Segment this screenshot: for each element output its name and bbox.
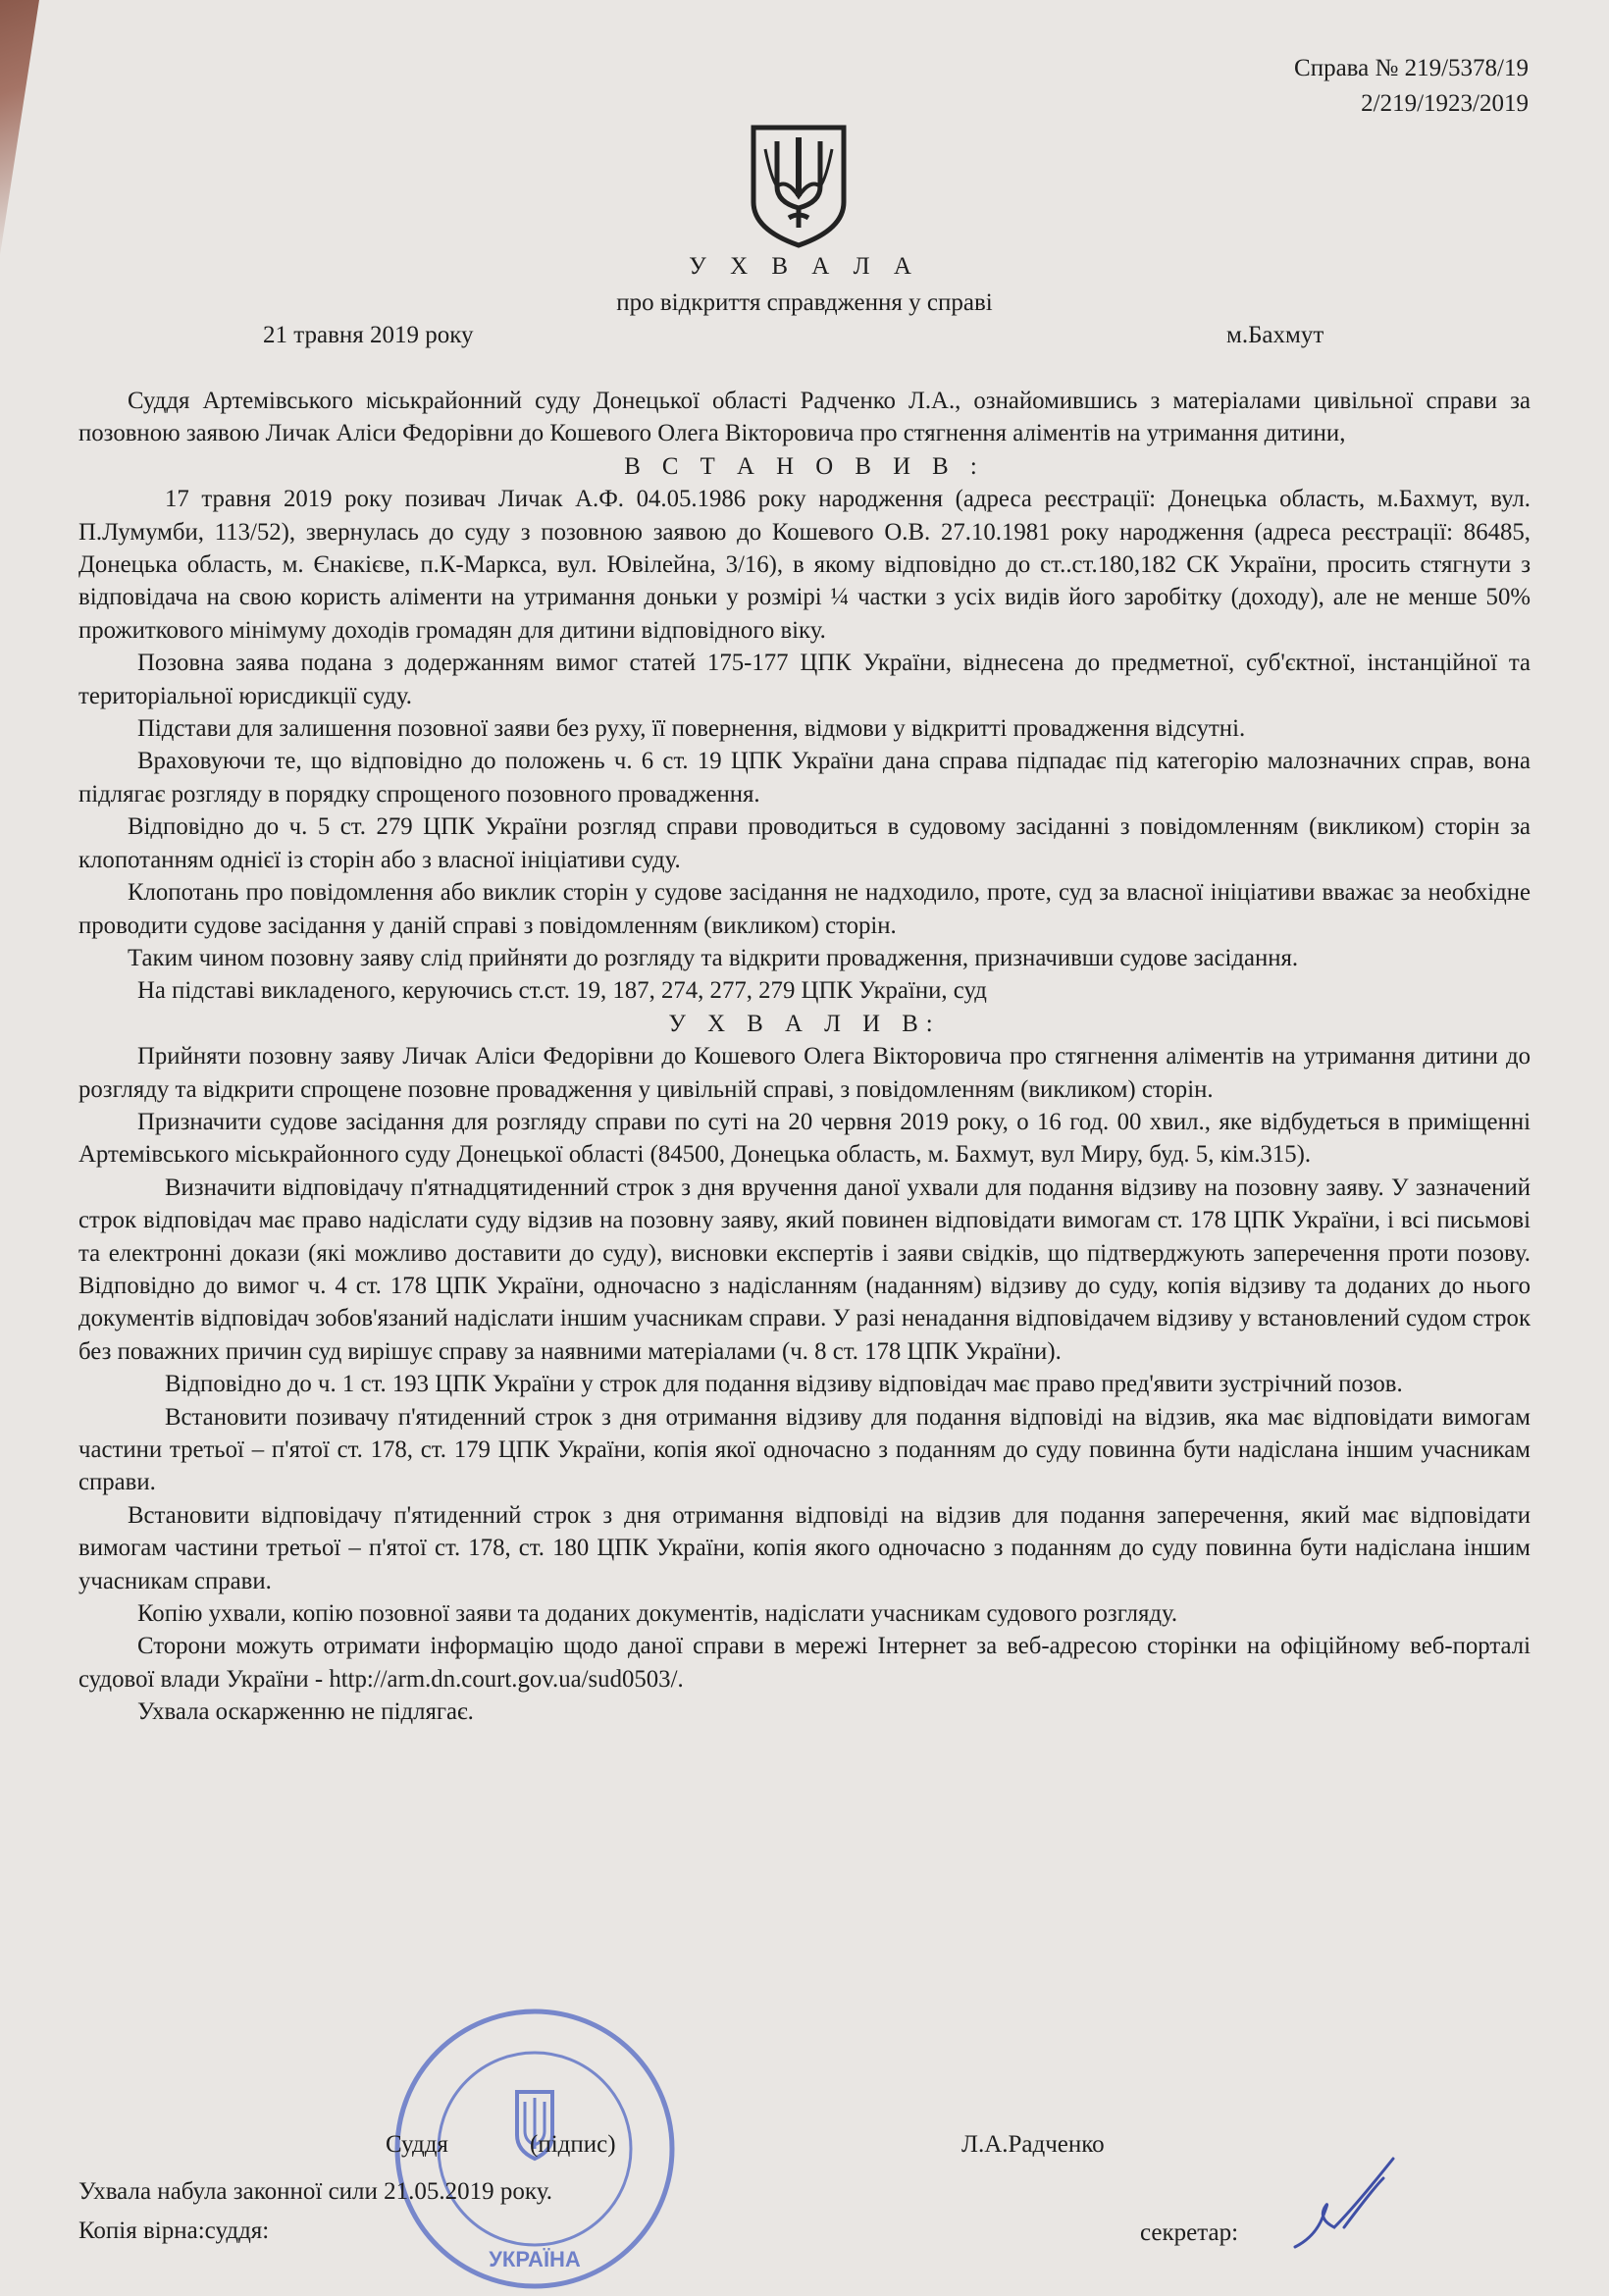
- paragraph-3: Підстави для залишення позовної заяви без руху, її повернення, відмови у відкритті провадження відсутні.: [137, 715, 1246, 743]
- document-subtitle: про відкриття справдження у справі: [616, 289, 993, 316]
- ruling-3: Визначити відповідачу п'ятнадцятиденний строк з дня вручення даної ухвали для подання відзиву на позовну заяву. У зазначений строк відповідач має право надіслати суду відзив на позовну заяву, який повинен відповідати вимогам ст. 178 ЦПК України, і всі письмові та електронні докази (які можливо доставити до суду), висновки експертів і заяви свідків, що підтверджують заперечення проти позову. Відповідно до вимог ч. 4 ст. 178 ЦПК України, одночасно з надісланням (наданням) відзиву до суду, копія відзиву та доданих до нього документів відповідач зобов'язаний надіслати іншим учасникам справи. У разі ненадання відповідачем відзиву у встановлений судом строк без поважних причин суд вирішує справу за наявними матеріалами (ч. 8 ст. 178 ЦПК України).: [78, 1174, 1531, 1365]
- document-date: 21 травня 2019 року: [263, 322, 474, 348]
- case-number-line2: 2/219/1923/2019: [1361, 90, 1529, 117]
- ruling-5: Встановити позивачу п'ятиденний строк з дня отримання відзиву для подання відповіді на відзив, яка має відповідати вимогам частини третьої – п'ятої ст. 178, ст. 179 ЦПК України, копія якої одночасно з поданням до суду повинна бути надіслана іншим учасникам справи.: [78, 1403, 1531, 1496]
- ruling-2: Призначити судове засідання для розгляду справи по суті на 20 червня 2019 року, о 16 год. 00 хвил., яке відбудеться в приміщенні Артемівського міськрайонного суду Донецької області (84500, Донецька область, м. Бахмут, вул Миру, буд. 5, кім.315).: [78, 1108, 1531, 1169]
- paragraph-1: 17 травня 2019 року позивач Личак А.Ф. 04.05.1986 року народження (адреса реєстрації: Донецька область, м.Бахмут, вул. П.Лумумби, 113/52), звернулась до суду з позовною заявою до Кошевого О.В. 27.10.1981 року народження (адреса реєстрації: 86485, Донецька область, м. Єнакієве, п.К-Маркса, вул. Ювілейна, 3/16), в якому відповідно до ст..ст.180,182 СК України, просить стягнути з відповідача на свою користь аліменти на утримання доньки у розмірі ¼ частки з усіх видів його заробітку (доходу), але не менше 50% прожиткового мінімуму доходів громадян для дитини відповідного віку.: [78, 486, 1531, 644]
- paragraph-7: Таким чином позовну заяву слід прийняти до розгляду та відкрити провадження, призначивши судове засідання.: [128, 944, 1299, 971]
- secretary-label: секретар:: [1140, 2219, 1239, 2246]
- established-heading: В С Т А Н О В И В :: [624, 452, 985, 480]
- judge-label: Суддя: [386, 2131, 448, 2158]
- judge-name: Л.А.Радченко: [961, 2131, 1105, 2158]
- paragraph-5: Відповідно до ч. 5 ст. 279 ЦПК України розгляд справи проводиться в судовому засіданні з повідомленням (викликом) сторін за клопотанням однієї із сторін або з власної ініціативи суду.: [78, 813, 1531, 873]
- ruling-1: Прийняти позовну заяву Личак Аліси Федорівни до Кошевого Олега Вікторовича про стягнення аліментів на утримання дитини до розгляду та відкрити спрощене позовне провадження у цивільній справі, з повідомленням (викликом) сторін.: [78, 1043, 1531, 1103]
- document-body: [78, 385, 1531, 1729]
- seal-text: УКРАЇНА: [489, 2247, 581, 2271]
- ruling-7: Копію ухвали, копію позовної заяви та доданих документів, надіслати учасникам судового розгляду.: [137, 1600, 1178, 1628]
- signature-note: (підпис): [530, 2131, 616, 2158]
- paragraph-8: На підставі викладеного, керуючись ст.ст. 19, 187, 274, 277, 279 ЦПК України, суд: [137, 977, 987, 1005]
- ruling-8: Сторони можуть отримати інформацію щодо даної справи в мережі Інтернет за веб-адресою сторінки на офіційному веб-порталі судової влади України - http://arm.dn.court.gov.ua/sud0503/.: [78, 1633, 1531, 1693]
- legal-force-note: Ухвала набула законної сили 21.05.2019 року.: [78, 2178, 552, 2205]
- case-number-line1: Справа № 219/5378/19: [1294, 55, 1529, 81]
- paragraph-4: Враховуючи те, що відповідно до положень ч. 6 ст. 19 ЦПК України дана справа підпадає під категорію малозначних справ, вона підлягає розгляду в порядку спрощеного позовного провадження.: [78, 748, 1531, 808]
- paragraph-6: Клопотань про повідомлення або виклик сторін у судове засідання не надходило, проте, суд за власної ініціативи вважає за необхідне проводити судове засідання у даній справі з повідомленням (викликом) сторін.: [78, 879, 1531, 939]
- ruling-9: Ухвала оскарженню не підлягає.: [137, 1698, 474, 1726]
- page-corner-shadow: [0, 0, 39, 255]
- paragraph-2: Позовна заява подана з додержанням вимог статей 175-177 ЦПК України, віднесена до предметної, суб'єктної, інстанційної та територіальної юрисдикції суду.: [78, 650, 1531, 709]
- handwritten-signature-icon: [1285, 2149, 1403, 2257]
- ruling-4: Відповідно до ч. 1 ст. 193 ЦПК України у строк для подання відзиву відповідач має право пред'явити зустрічний позов.: [165, 1371, 1403, 1398]
- coat-of-arms-icon: [748, 120, 850, 249]
- document-place: м.Бахмут: [1226, 322, 1324, 348]
- intro-paragraph: Суддя Артемівського міськрайонний суду Донецької області Радченко Л.А., ознайомившись з матеріалами цивільної справи за позовною заявою Личак Аліси Федорівни до Кошевого Олега Вікторовича про стягнення аліментів на утримання дитини,: [78, 388, 1531, 447]
- document-title: У Х В А Л А: [689, 253, 920, 280]
- ruling-6: Встановити відповідачу п'ятиденний строк з дня отримання відповіді на відзив для подання заперечення, який має відповідати вимогам частини третьої – п'ятої ст. 178, ст. 180 ЦПК України, копія якого одночасно з поданням до суду повинна бути надіслана іншим учасникам справи.: [78, 1501, 1531, 1594]
- copy-true-label: Копія вірна:суддя:: [78, 2218, 270, 2244]
- ruled-heading: У Х В А Л И В:: [668, 1010, 941, 1037]
- case-number: [1294, 51, 1529, 122]
